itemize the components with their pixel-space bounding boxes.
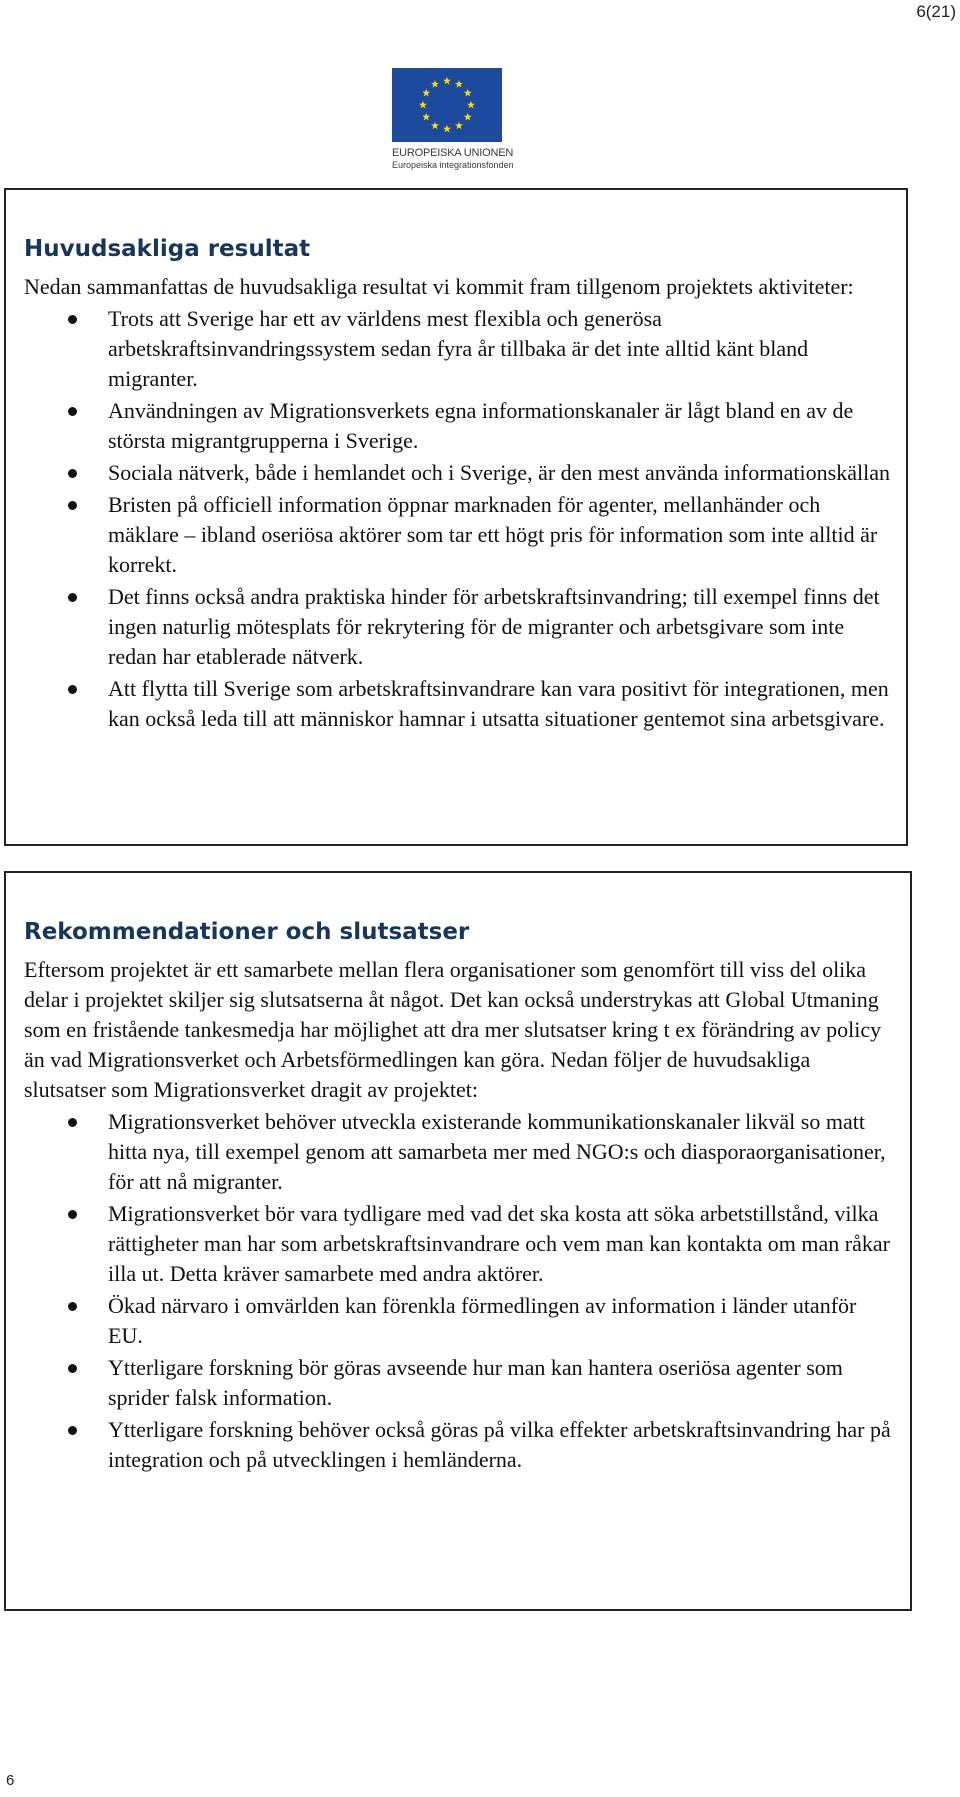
list-item-text: Ytterligare forskning behöver också göras på vilka effekter arbetskraftsinvandring har på integration och på utvecklingen i hemländerna. [108,1417,891,1472]
list-item [24,1353,896,1413]
eu-flag-icon [392,68,502,142]
list-item [24,396,892,456]
list-item-text: Trots att Sverige har ett av världens mest flexibla och generösa arbetskraftsinvandringssystem sedan fyra år tillbaka är det inte alltid känt bland migranter. [108,306,809,391]
results-box [4,188,908,846]
recommendations-heading: Rekommendationer och slutsatser [24,919,470,945]
list-item [24,1199,896,1289]
list-item [24,304,892,394]
list-item-text: Ytterligare forskning bör göras avseende hur man kan hantera oseriösa agenter som sprider falsk information. [108,1355,843,1410]
list-item [24,1415,896,1475]
list-item-text: Att flytta till Sverige som arbetskraftsinvandrare kan vara positivt för integrationen, men kan också leda till att människor hamnar i utsatta situationer gentemot sina arbetsgivare. [108,676,889,731]
recommendations-box [4,871,912,1611]
logo-subtitle: Europeiska integrationsfonden [392,160,514,170]
bullet-icon [68,1364,77,1373]
list-item-text: Bristen på officiell information öppnar marknaden för agenter, mellanhänder och mäklare – ibland oseriösa aktörer som tar ett högt pris för information som inte alltid är korrekt. [108,492,878,577]
logo-title: EUROPEISKA UNIONEN [392,147,514,159]
page-number-footer: 6 [6,1772,15,1789]
recommendations-intro: Eftersom projektet är ett samarbete mellan flera organisationer som genomfört till viss del olika delar i projektet skiljer sig slutsatserna åt något. Det kan också understrykas att Global Utmaning som en fristående tankesmedja har möjlighet att dra mer slutsatser kring t ex förändring av policy än vad Migrationsverket och Arbetsförmedlingen kan göra. Nedan följer de huvudsakliga slutsatser som Migrationsverket dragit av projektet: [24,957,882,1102]
results-intro: Nedan sammanfattas de huvudsakliga resultat vi kommit fram tillgenom projektets aktiviteter: [24,274,854,299]
results-heading: Huvudsakliga resultat [24,236,311,262]
list-item [24,1291,896,1351]
bullet-icon [68,315,77,324]
list-item [24,1107,896,1197]
bullet-icon [68,501,77,510]
bullet-icon [68,469,77,478]
recommendations-list [24,1107,896,1475]
list-item-text: Det finns också andra praktiska hinder för arbetskraftsinvandring; till exempel finns det ingen naturlig mötesplats för rekrytering för de migranter och arbetsgivare som inte redan har etablerade nätverk. [108,584,880,669]
list-item-text: Sociala nätverk, både i hemlandet och i Sverige, är den mest använda informationskällan [108,460,890,485]
bullet-icon [68,593,77,602]
results-list [24,304,892,734]
list-item-text: Användningen av Migrationsverkets egna informationskanaler är lågt bland en av de största migrantgrupperna i Sverige. [108,398,854,453]
bullet-icon [68,407,77,416]
bullet-icon [68,685,77,694]
list-item-text: Migrationsverket behöver utveckla existerande kommunikationskanaler likväl so matt hitta nya, till exempel genom att samarbeta mer med NGO:s och diasporaorganisationer, för att nå migranter. [108,1109,886,1194]
list-item-text: Ökad närvaro i omvärlden kan förenkla förmedlingen av information i länder utanför EU. [108,1293,857,1348]
eu-logo [392,68,514,172]
bullet-icon [68,1426,77,1435]
list-item [24,674,892,734]
list-item [24,458,892,488]
list-item-text: Migrationsverket bör vara tydligare med vad det ska kosta att söka arbetstillstånd, vilka rättigheter man har som arbetskraftsinvandrare och vem man kan kontakta om man råkar illa ut. Detta kräver samarbete med andra aktörer. [108,1201,890,1286]
list-item [24,490,892,580]
bullet-icon [68,1302,77,1311]
bullet-icon [68,1210,77,1219]
page-number-header: 6(21) [916,2,956,21]
bullet-icon [68,1118,77,1127]
list-item [24,582,892,672]
